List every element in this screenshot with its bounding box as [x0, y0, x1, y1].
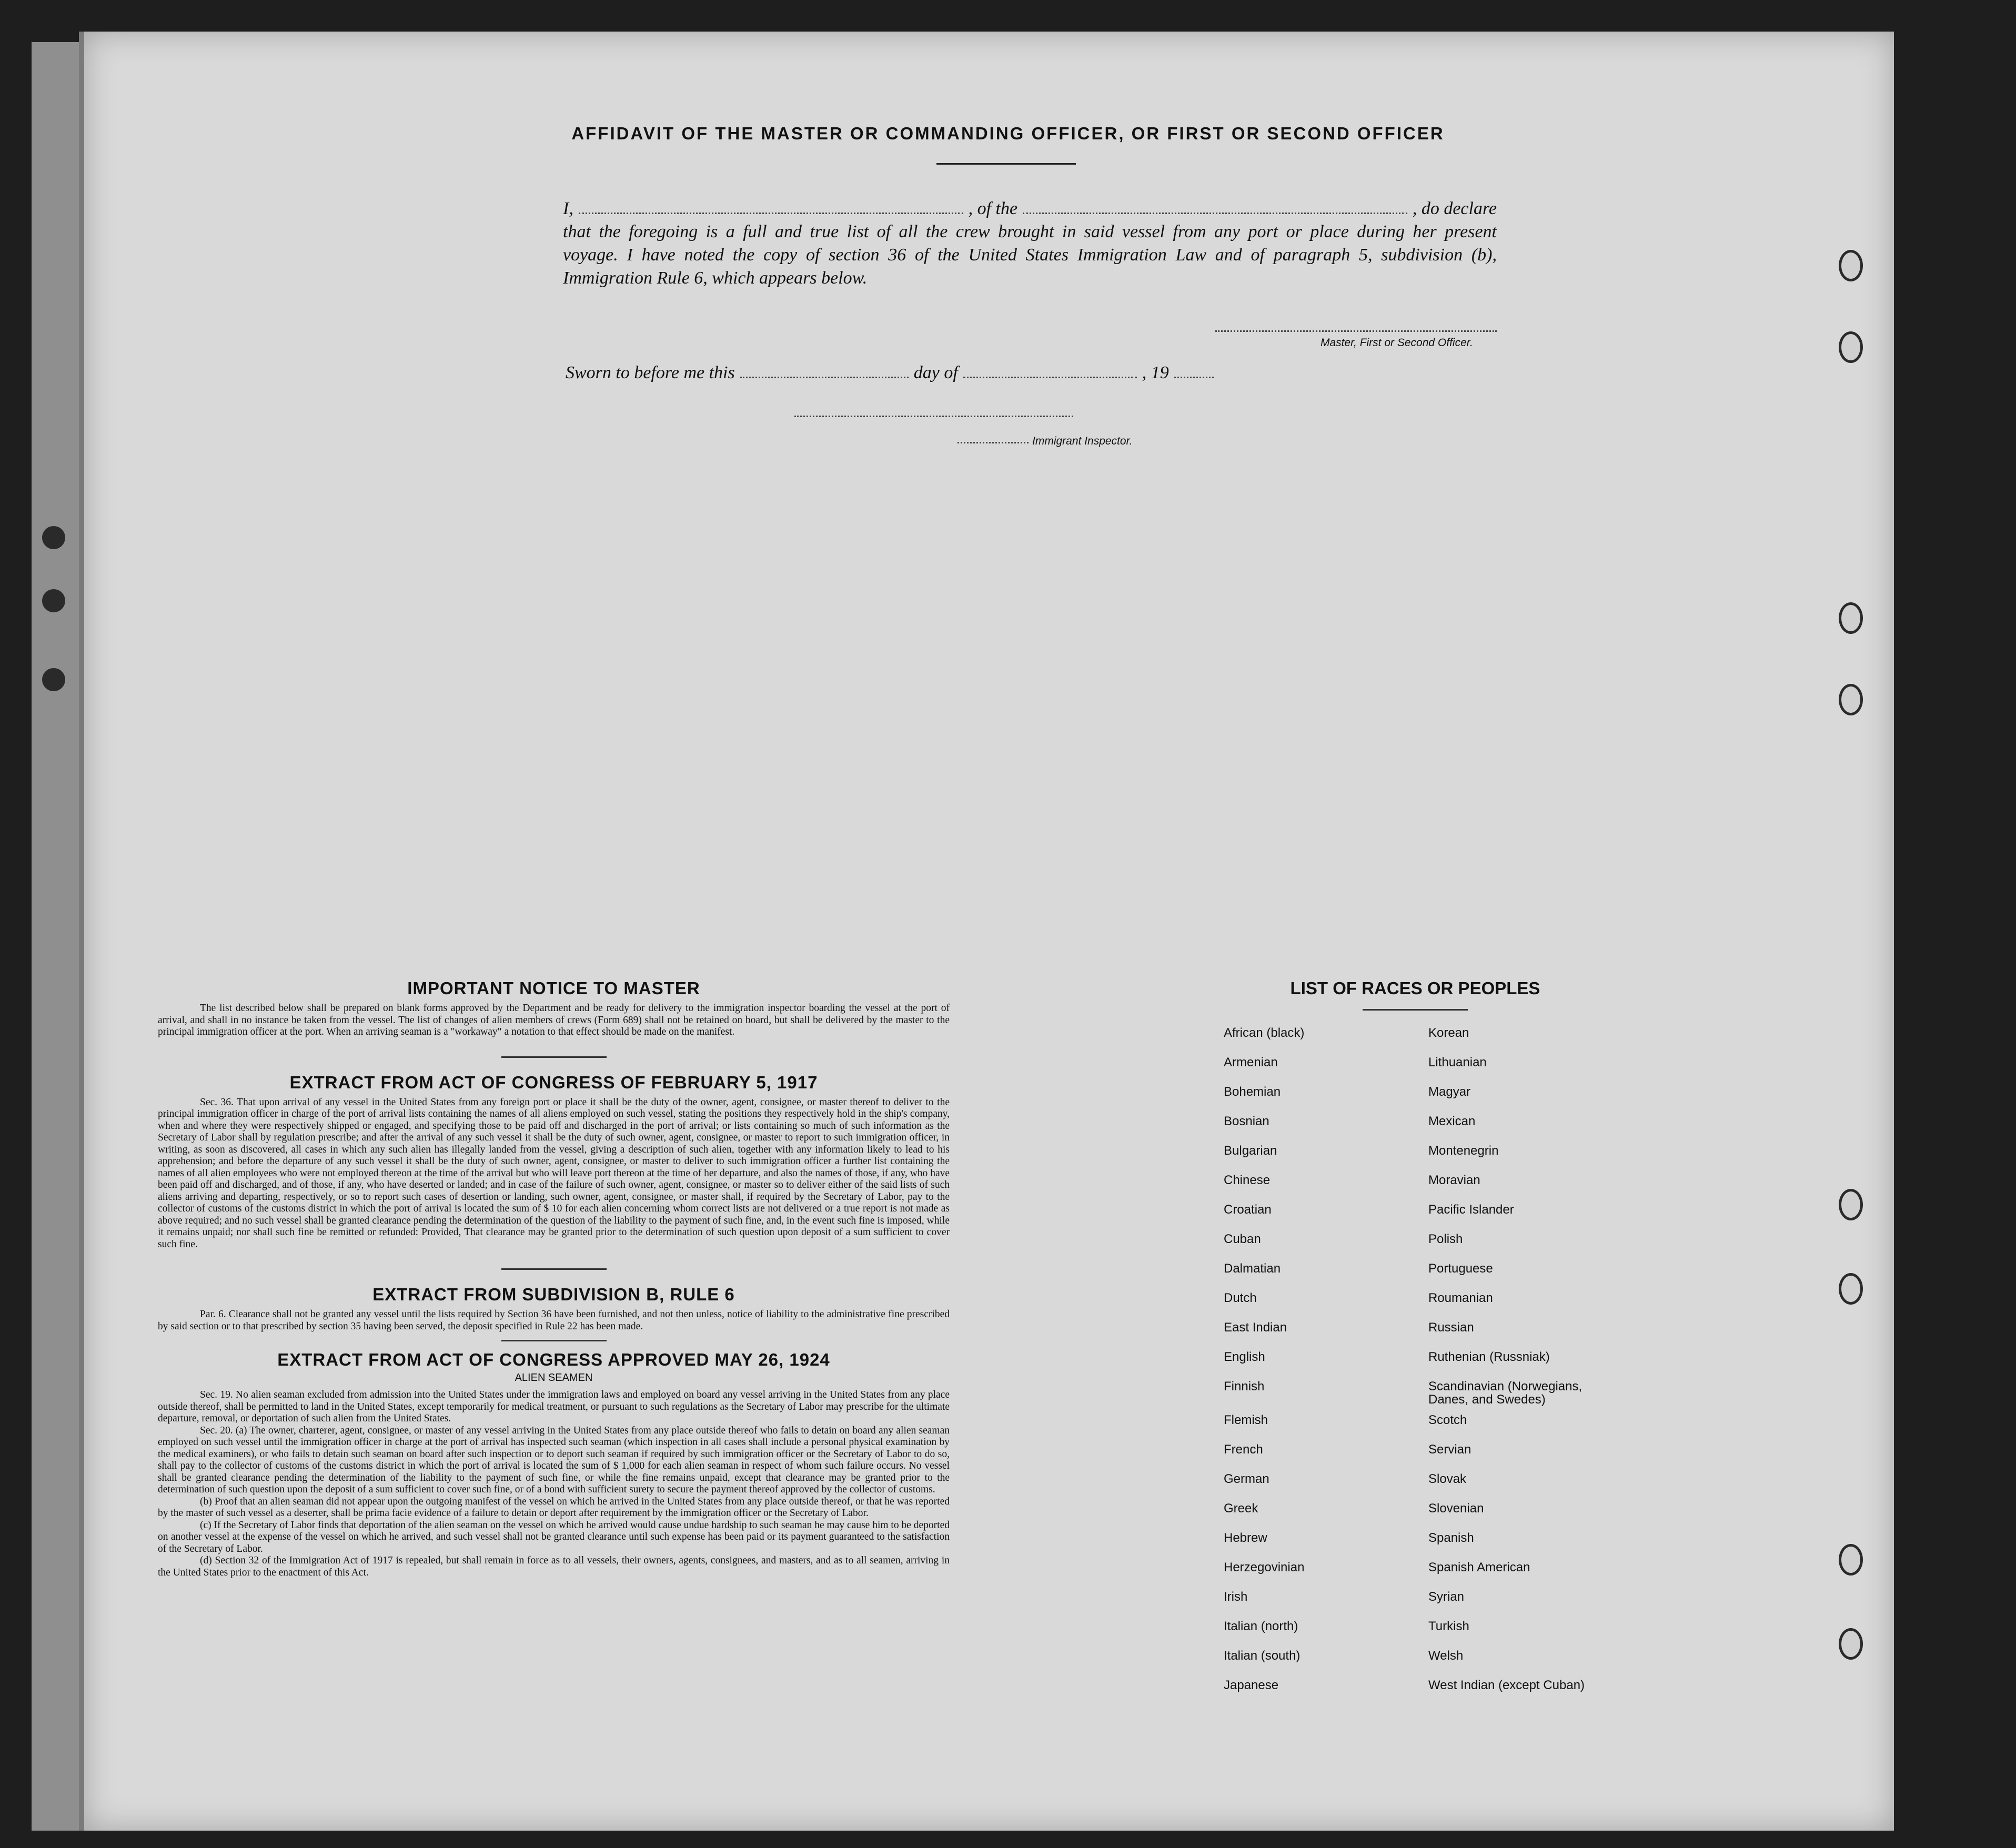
race-item: Italian (north) — [1224, 1619, 1298, 1633]
race-item: Japanese — [1224, 1678, 1279, 1692]
alien-seamen-subtitle: ALIEN SEAMEN — [515, 1372, 593, 1384]
notice-title: IMPORTANT NOTICE TO MASTER — [407, 978, 700, 998]
sec-20c-paragraph: (c) If the Secretary of Labor finds that deportation of the alien seaman on the vessel on which he arrived would cause undue hardship to such seaman he may cause him to be deported on another vessel at the expense of the vessel on which he arrived, and such vessel shall not be granted clearance until such expense has been paid or its payment guaranteed to the satisfaction of the Secretary of Labor. — [158, 1519, 950, 1554]
race-item: English — [1224, 1350, 1265, 1364]
section-divider — [501, 1056, 607, 1058]
punch-hole — [42, 526, 65, 549]
binder-hole — [1839, 1544, 1863, 1576]
master-signature-label: Master, First or Second Officer. — [1321, 337, 1473, 349]
year-prefix: , 19 — [1142, 363, 1169, 382]
race-item: Montenegrin — [1428, 1144, 1499, 1158]
race-item: Armenian — [1224, 1055, 1278, 1069]
race-item: Scandinavian (Norwegians, Danes, and Swedes) — [1428, 1379, 1582, 1407]
notice-column — [158, 978, 950, 1579]
affidavit-line-2: that the foregoing is a full and true list of all the crew brought in said vessel from any port or place during her present — [563, 222, 1497, 241]
race-item: Cuban — [1224, 1232, 1261, 1246]
race-item: Flemish — [1224, 1413, 1268, 1427]
month-blank — [963, 372, 1137, 378]
affidavit-line-1 — [563, 197, 1497, 220]
races-title: LIST OF RACES OR PEOPLES — [1290, 978, 1540, 998]
race-item: Russian — [1428, 1320, 1474, 1335]
race-item: Finnish — [1224, 1379, 1265, 1393]
race-item: Magyar — [1428, 1085, 1471, 1099]
notice-text — [158, 1003, 950, 1038]
inspector-label: Immigrant Inspector. — [1032, 435, 1133, 447]
race-item: Servian — [1428, 1442, 1471, 1457]
race-item: East Indian — [1224, 1320, 1287, 1335]
race-item: Bulgarian — [1224, 1144, 1277, 1158]
punch-hole — [42, 668, 65, 691]
rule-6-text — [158, 1309, 950, 1332]
rule-6-title: EXTRACT FROM SUBDIVISION B, RULE 6 — [372, 1285, 735, 1304]
binder-hole — [1839, 331, 1863, 363]
act-1924-text — [158, 1389, 950, 1579]
act-1917-title: EXTRACT FROM ACT OF CONGRESS OF FEBRUARY 5, 1917 — [289, 1072, 818, 1092]
race-item: Chinese — [1224, 1173, 1271, 1187]
inspector-signature-line — [794, 416, 1073, 417]
race-item: Slovenian — [1428, 1501, 1484, 1516]
race-item: Lithuanian — [1428, 1055, 1487, 1069]
race-item: Spanish — [1428, 1531, 1474, 1545]
race-item: Dalmatian — [1224, 1261, 1281, 1276]
race-item: Mexican — [1428, 1114, 1476, 1128]
i-text: I, — [563, 199, 573, 218]
race-item: African (black) — [1224, 1026, 1305, 1040]
binder-hole — [1839, 684, 1863, 715]
affidavit-body — [563, 197, 1497, 290]
sec-20b-paragraph: (b) Proof that an alien seaman did not appear upon the outgoing manifest of the vessel on which he arrived in the United States from any place outside thereof, or that he was reported by the master of such vessel as a deserter, shall be prima facie evidence of a failure to detain or deport after requirement by the immigration officer or the Secretary of Labor. — [158, 1496, 950, 1519]
binder-hole — [1839, 602, 1863, 634]
races-list — [1215, 978, 1615, 1701]
races-rule — [1363, 1009, 1468, 1011]
title-rule — [936, 163, 1076, 165]
race-item: Portuguese — [1428, 1261, 1493, 1276]
race-item: Syrian — [1428, 1590, 1465, 1604]
day-of-text: day of — [913, 363, 958, 382]
sec-20a-paragraph: Sec. 20. (a) The owner, charterer, agent, consignee, or master of any vessel arriving in the United States from any place outside thereof who fails to detain on board any alien seaman employed on such vessel until the immigration officer in charge at the port of arrival has inspected such seaman (which inspection in all cases shall include a personal physical examination by the medical examiners), or who fails to detain such seaman on board after such inspection or to deport such seaman if required by such immigration officer or the Secretary of Labor to do so, shall pay to the collector of customs of the customs district in which the port of arrival is located the sum of $ 1,000 for each alien seaman in respect of whom such failure occurs. No vessel shall be granted clearance pending the determination of the liability to the payment of such fine, or while the fine remains unpaid, except that clearance may be granted prior to the determination of such question upon the deposit of a sum sufficient to cover such fine, or of a bond with sufficient surety to secure the payment thereof approved by the collector of customs. — [158, 1425, 950, 1495]
race-item: Scotch — [1428, 1413, 1467, 1427]
master-signature-line — [1215, 330, 1497, 332]
race-item: Irish — [1224, 1590, 1248, 1604]
race-item: Korean — [1428, 1026, 1469, 1040]
race-item: Herzegovinian — [1224, 1560, 1305, 1574]
day-blank — [740, 372, 909, 378]
race-item: Spanish American — [1428, 1560, 1530, 1574]
sec-19-paragraph: Sec. 19. No alien seaman excluded from admission into the United States under the immigration laws and employed on board any vessel arriving in the United States from any place outside thereof, shall be permitted to land in the United States, except temporarily for medical treatment, or pursuant to such regulations as the Secretary of Labor may prescribe for the ultimate departure, removal, or deportation of such alien from the United States. — [158, 1389, 950, 1424]
sec-20d-paragraph: (d) Section 32 of the Immigration Act of 1917 is repealed, but shall remain in force as to all vessels, their owners, agents, consignees, and masters, and as to all seamen, arriving in the United States prior to the enactment of this Act. — [158, 1555, 950, 1578]
race-item: German — [1224, 1472, 1269, 1486]
races-grid — [1215, 1026, 1615, 1701]
race-item: Bohemian — [1224, 1085, 1281, 1099]
race-item: Roumanian — [1428, 1291, 1493, 1305]
affidavit-line-4: Immigration Rule 6, which appears below. — [563, 268, 868, 288]
sworn-line — [566, 363, 1249, 383]
year-blank — [1174, 372, 1214, 378]
race-item: Welsh — [1428, 1649, 1464, 1663]
race-item: Bosnian — [1224, 1114, 1269, 1128]
binder-hole — [1839, 1628, 1863, 1660]
sworn-text: Sworn to before me this — [566, 363, 735, 382]
race-item: Hebrew — [1224, 1531, 1267, 1545]
race-item: Croatian — [1224, 1203, 1272, 1217]
section-divider — [501, 1268, 607, 1270]
race-item: Dutch — [1224, 1291, 1257, 1305]
of-the-text: , of the — [968, 199, 1018, 218]
act-1924-title: EXTRACT FROM ACT OF CONGRESS APPROVED MAY 26, 1924 — [277, 1350, 830, 1369]
punch-hole — [42, 589, 65, 612]
sec-36-paragraph: Sec. 36. That upon arrival of any vessel in the United States from any foreign port or place it shall be the duty of the owner, agent, consignee, or master thereof to deliver to the principal immigration officer in charge of the port of arrival lists containing the names of all aliens employed on such vessel, stating the positions they respectively hold in the ship's company, when and where they were respectively shipped or engaged, and specifying those to be paid off and discharged in the port of arrival; or lists containing so much of such information as the Secretary of Labor shall by regulation prescribe; and after the arrival of any such vessel it shall be the duty of such owner, agent, consignee, or master to report to such immigration officer, in writing, as soon as discovered, all cases in which any such alien has illegally landed from the vessel, giving a description of such alien, together with any information likely to lead to his apprehension; and before the departure of any such vessel it shall be the duty of such owner, agent, consignee, or master to deliver to such immigration officer a further list containing the names of all alien employees who were not employed thereon at the time of the arrival but who will leave port thereon at the time of her departure, and also the names of those, if any, who have been paid off and discharged, and of those, if any, who have deserted or landed; and in case of the failure of such owner, agent, consignee, or master so to deliver either of the said lists of such aliens arriving and departing, respectively, or so to report such cases of desertion or landing, such owner, agent, consignee, or master shall, if required by the Secretary of Labor, pay to the collector of customs of the customs district in which the port of arrival is located the sum of $ 10 for each alien concerning whom correct lists are not delivered or a true report is not made as above required; and no such vessel shall be granted clearance pending the determination of the question of the liability to the payment of such fine, and, in the event such fine is imposed, while it remains unpaid; nor shall such fine be remitted or refunded: Provided, That clearance may be granted prior to the determination of such question upon deposit of a sum sufficient to cover such fine. — [158, 1096, 950, 1250]
par-6-paragraph: Par. 6. Clearance shall not be granted any vessel until the lists required by Section 36 have been furnished, and not then unless, notice of liability to the administrative fine prescribed by said section or to that prescribed by section 35 having been served, the deposit specified in Rule 22 has been made. — [158, 1309, 950, 1332]
race-item: Italian (south) — [1224, 1649, 1301, 1663]
race-item: Polish — [1428, 1232, 1463, 1246]
section-divider — [501, 1340, 607, 1341]
notice-paragraph: The list described below shall be prepared on blank forms approved by the Department and be ready for delivery to the immigration inspector boarding the vessel at the port of arrival, and shall in no instance be taken from the vessel. The list of changes of alien members of crews (Form 689) shall not be retained on board, but shall be delivered by the master to the principal immigration officer at the port. When an arriving seaman is a "workaway" a notation to that effect should be made on the manifest. — [158, 1003, 950, 1037]
race-item: Moravian — [1428, 1173, 1480, 1187]
binder-hole — [1839, 1273, 1863, 1305]
race-item: Greek — [1224, 1501, 1258, 1516]
inspector-dots — [957, 442, 1029, 443]
affidavit-title: AFFIDAVIT OF THE MASTER OR COMMANDING OFFICER, OR FIRST OR SECOND OFFICER — [571, 124, 1445, 143]
do-declare-text: , do declare — [1412, 199, 1497, 218]
race-item: Ruthenian (Russniak) — [1428, 1350, 1550, 1364]
race-item: Turkish — [1428, 1619, 1469, 1633]
affidavit-line-3: voyage. I have noted the copy of section 36 of the United States Immigration Law and of paragraph 5, subdivision (b), — [563, 245, 1497, 265]
race-item: Slovak — [1428, 1472, 1467, 1486]
race-item: French — [1224, 1442, 1263, 1457]
binder-hole — [1839, 250, 1863, 281]
binder-hole — [1839, 1189, 1863, 1220]
race-item: Pacific Islander — [1428, 1203, 1514, 1217]
race-item: West Indian (except Cuban) — [1428, 1678, 1585, 1692]
act-1917-text — [158, 1097, 950, 1251]
name-blank — [579, 208, 963, 214]
vessel-blank — [1023, 208, 1407, 214]
